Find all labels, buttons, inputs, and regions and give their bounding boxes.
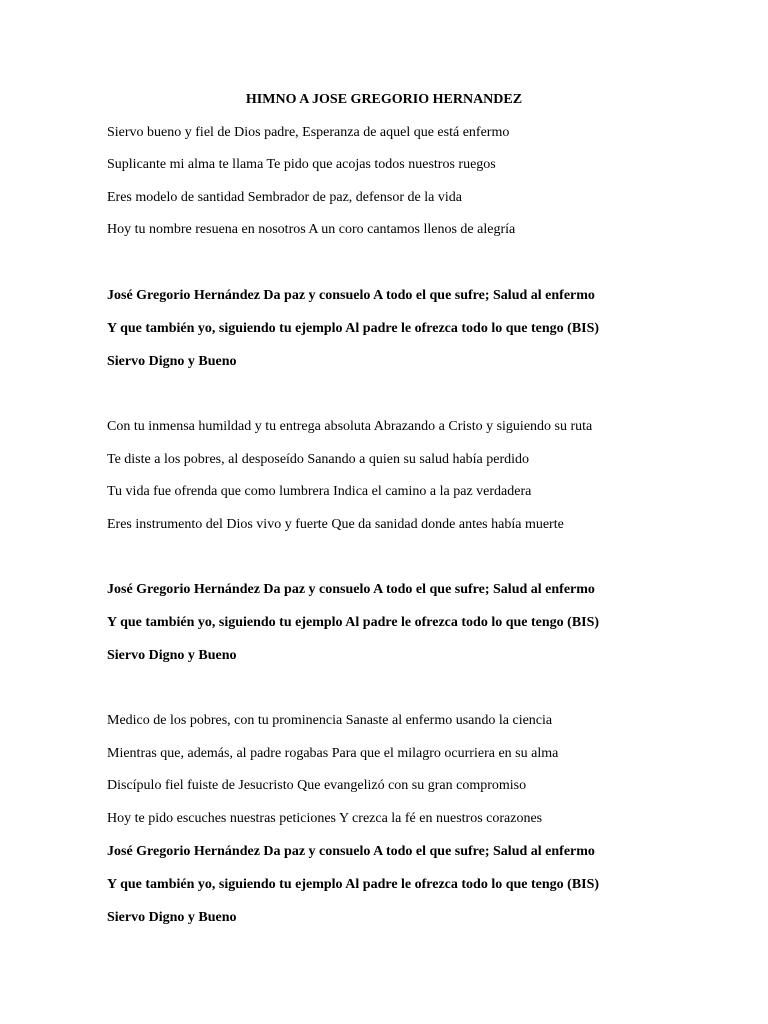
stanza3-line: Discípulo fiel fuiste de Jesucristo Que evangelizó con su gran compromiso — [107, 778, 527, 793]
chorus3-line: Y que también yo, siguiendo tu ejemplo Al padre le ofrezca todo lo que tengo (BIS) — [107, 877, 600, 892]
stanza2-line: Eres instrumento del Dios vivo y fuerte Que da sanidad donde antes había muerte — [107, 517, 564, 532]
chorus2-line: Y que también yo, siguiendo tu ejemplo Al padre le ofrezca todo lo que tengo (BIS) — [107, 615, 600, 630]
chorus3-line: Siervo Digno y Bueno — [107, 910, 237, 925]
stanza1-line: Hoy tu nombre resuena en nosotros A un coro cantamos llenos de alegría — [107, 222, 516, 237]
stanza1-line: Suplicante mi alma te llama Te pido que acojas todos nuestros ruegos — [107, 157, 496, 172]
chorus1-line: Y que también yo, siguiendo tu ejemplo Al padre le ofrezca todo lo que tengo (BIS) — [107, 321, 600, 336]
stanza3-line: Medico de los pobres, con tu prominencia Sanaste al enfermo usando la ciencia — [107, 713, 553, 728]
document-title: HIMNO A JOSE GREGORIO HERNANDEZ — [245, 92, 523, 107]
stanza2-line: Tu vida fue ofrenda que como lumbrera Indica el camino a la paz verdadera — [107, 484, 532, 499]
chorus3-line: José Gregorio Hernández Da paz y consuelo A todo el que sufre; Salud al enfermo — [107, 844, 595, 859]
stanza1-line: Eres modelo de santidad Sembrador de paz, defensor de la vida — [107, 190, 462, 205]
chorus1-line: Siervo Digno y Bueno — [107, 354, 237, 369]
stanza2-line: Te diste a los pobres, al desposeído Sanando a quien su salud había perdido — [107, 452, 530, 467]
chorus2-line: José Gregorio Hernández Da paz y consuelo A todo el que sufre; Salud al enfermo — [107, 582, 595, 597]
stanza2-line: Con tu inmensa humildad y tu entrega absoluta Abrazando a Cristo y siguiendo su ruta — [107, 419, 593, 434]
chorus2-line: Siervo Digno y Bueno — [107, 648, 237, 663]
stanza1-line: Siervo bueno y fiel de Dios padre, Esperanza de aquel que está enfermo — [107, 125, 510, 140]
stanza3-line: Hoy te pido escuches nuestras peticiones Y crezca la fé en nuestros corazones — [107, 811, 543, 826]
stanza3-line: Mientras que, además, al padre rogabas Para que el milagro ocurriera en su alma — [107, 746, 559, 761]
chorus1-line: José Gregorio Hernández Da paz y consuelo A todo el que sufre; Salud al enfermo — [107, 288, 595, 303]
